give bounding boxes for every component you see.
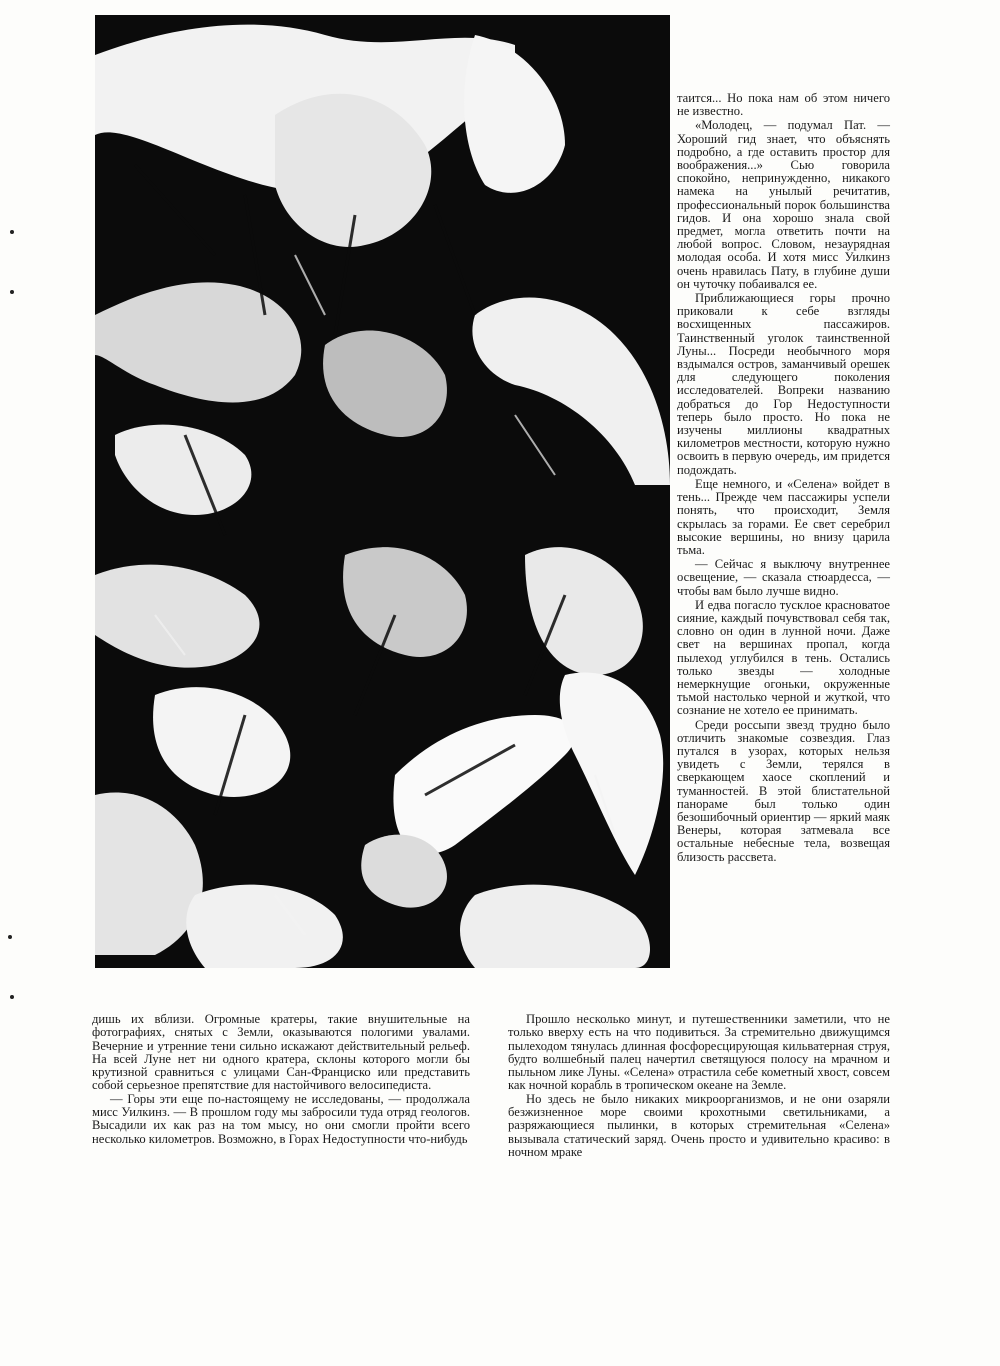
paragraph: И едва погасло тусклое красноватое сияние, каждый почувствовал себя так, словно он один в лунной ночи. Даже свет на вершинах пропал, когда пылеход углубился в тень. Остались только звезды — холодные немеркнущие огоньки, окруженные тьмой настолько черной и жуткой, что сознание не хотело ее принимать. bbox=[677, 597, 890, 718]
paragraph: Еще немного, и «Селена» войдет в тень... Прежде чем пассажиры успели понять, что происходит, Земля скрылась за горами. Ее свет серебрил высокие вершины, но внизу царила тьма. bbox=[677, 476, 890, 557]
bottom-right-text-column bbox=[508, 1013, 890, 1159]
paragraph: «Молодец, — подумал Пат. — Хороший гид знает, что объяснять подробно, а где оставить простор для воображения...» Сью говорила спокойно, непринужденно, никакого намека на унылый речитатив, профессиональный порок большинства гидов. И она хорошо знала свой предмет, могла ответить почти на любой вопрос. Словом, незаурядная молодая особа. И хотя мисс Уилкинз очень нравилась Пату, в глубине души он чуточку побаивался ее. bbox=[677, 118, 890, 291]
bottom-left-text-column bbox=[92, 1013, 470, 1146]
paragraph: таится... Но пока нам об этом ничего не известно. bbox=[677, 91, 890, 119]
scan-mark bbox=[10, 995, 14, 999]
paragraph: Но здесь не было никаких микроорганизмов, и не они озаряли безжизненное море своими крохотными светильниками, а разряжающиеся пылинки, в которых стремительная «Селена» вызывала статический заряд. Очень просто и удивительно красиво: в ночном мраке bbox=[508, 1091, 890, 1159]
scan-mark bbox=[10, 230, 14, 234]
scan-mark bbox=[10, 290, 14, 294]
lunar-mountains-photo bbox=[95, 15, 670, 968]
paragraph: Среди россыпи звезд трудно было отличить знакомые созвездия. Глаз путался в узорах, которых нельзя увидеть с Земли, терялся в сверкающем хаосе скоплений и туманностей. В этой блистательной панораме был только один безошибочный ориентир — яркий маяк Венеры, которая затмевала все остальные небесные тела, возвещая близость рассвета. bbox=[677, 717, 890, 864]
paragraph: Прошло несколько минут, и путешественники заметили, что не только вверху есть на что подивиться. За стремительно движущимся пылеходом тянулась длинная фосфоресцирующая кильватерная струя, будто волшебный палец начертил светящуюся полосу на мрачном и пыльном лике Луны. «Селена» отрастила себе кометный хвост, совсем как ночной корабль в тропическом океане на Земле. bbox=[508, 1012, 890, 1093]
right-text-column bbox=[677, 92, 890, 865]
lunar-mountains-illustration bbox=[95, 15, 670, 968]
paragraph: — Горы эти еще по-настоящему не исследованы, — продолжала мисс Уилкинз. — В прошлом году мы забросили туда отряд геологов. Высадили их как раз на том мысу, но они смогли пройти всего несколько километров. Возможно, в Горах Недоступности что-нибудь bbox=[92, 1091, 470, 1146]
paragraph: дишь их вблизи. Огромные кратеры, такие внушительные на фотографиях, снятых с Земли, оказываются пологими увалами. Вечерние и утренние тени сильно искажают действительный рельеф. На всей Луне нет ни одного кратера, склоны которого могли бы крутизной сравниться с улицами Сан-Франциско или представить собой серьезное препятствие для настойчивого велосипедиста. bbox=[92, 1012, 470, 1093]
paragraph: — Сейчас я выключу внутреннее освещение, — сказала стюардесса, — чтобы вам было лучше видно. bbox=[677, 557, 890, 598]
paragraph: Приближающиеся горы прочно приковали к себе взгляды восхищенных пассажиров. Таинственный уголок таинственной Луны... Посреди необычного моря вздымался остров, заманчивый орешек для следующего поколения исследователей. Вопреки названию добраться до Гор Недоступности теперь было просто. Но пока не изучены миллионы квадратных километров местности, которую нужно освоить в первую очередь, им придется подождать. bbox=[677, 291, 890, 477]
scan-mark bbox=[8, 935, 12, 939]
